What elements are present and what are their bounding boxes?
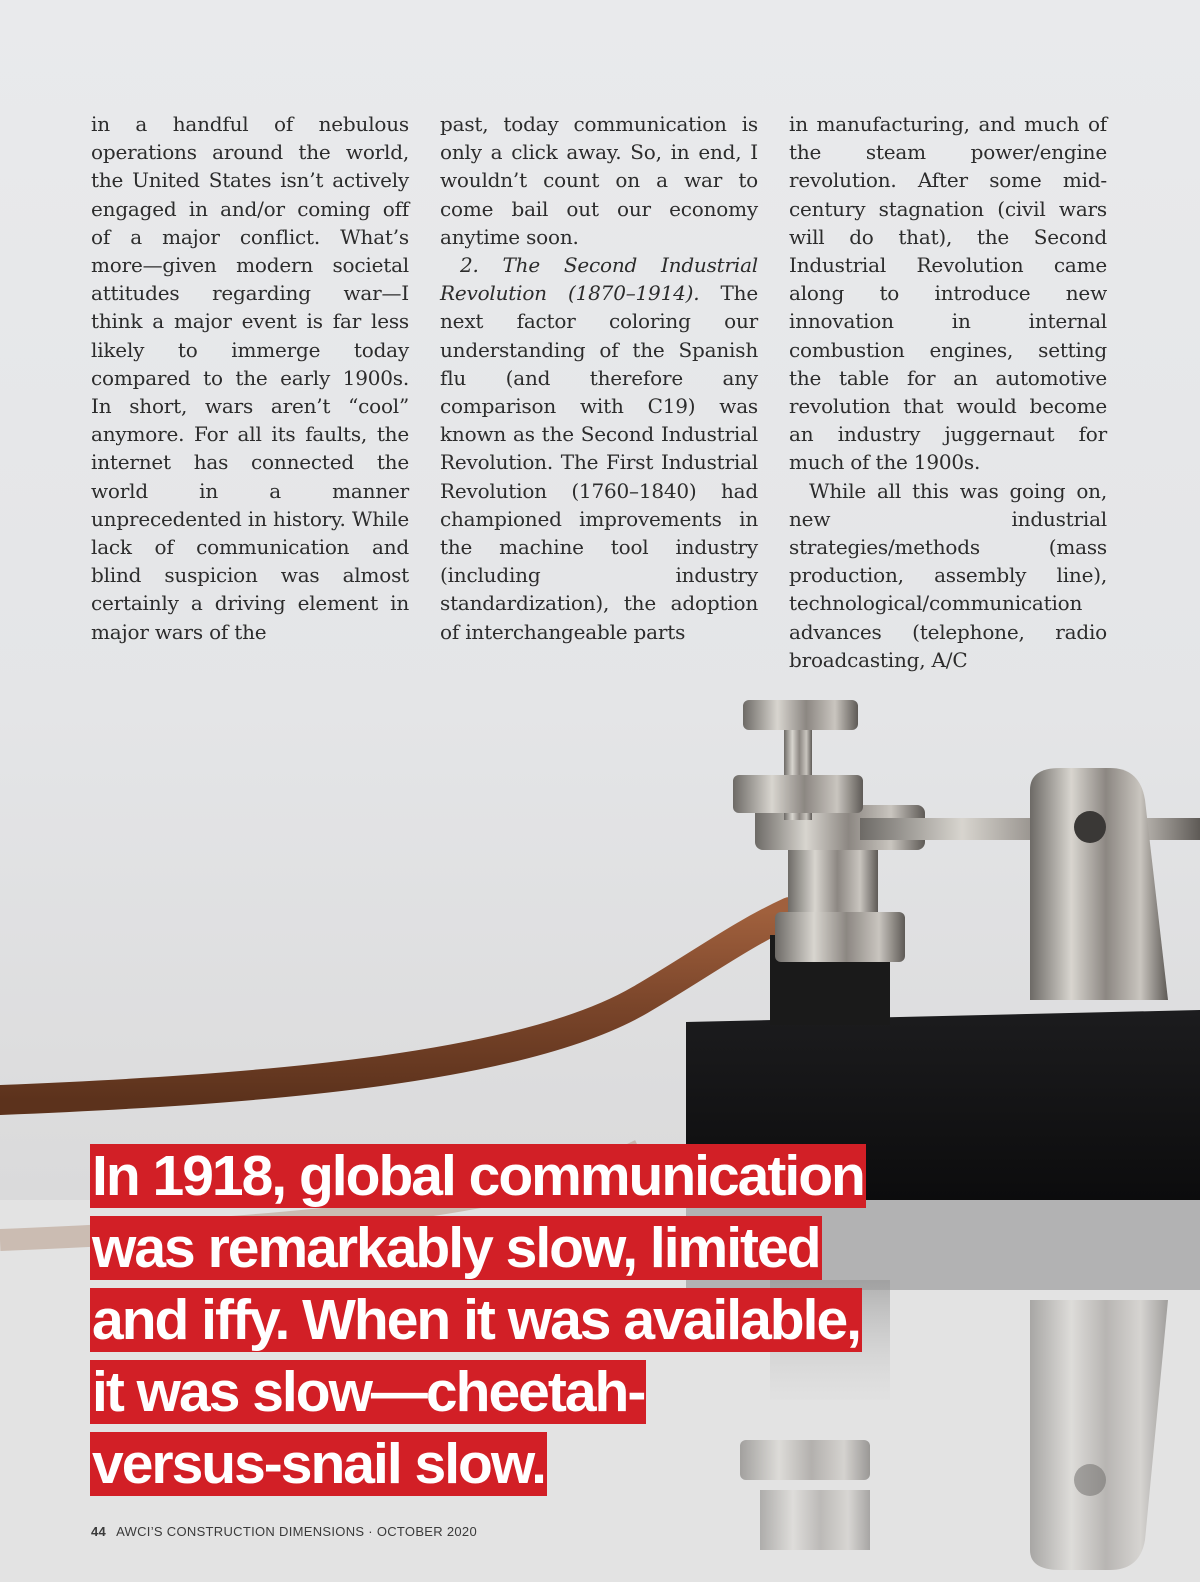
article-paragraph: in manufacturing, and much of the steam power/engine revolution. After some mid-century stagnation (civil wars will do that), the Second Industrial Revolution came along to introduce new innovation in internal combustion engines, setting the table for an automotive revolution that would become an industry juggernaut for much of the 1900s.: [789, 112, 1107, 475]
article-paragraph: past, today communication is only a click away. So, in end, I wouldn’t count on a war to come bail out our economy anytime soon.: [440, 112, 758, 249]
section-heading: 2. The Second Industrial Revolution (1870–1914).: [440, 253, 758, 306]
page-number: 44: [91, 1524, 107, 1539]
pull-quote-line: was remarkably slow, limited: [92, 1216, 820, 1280]
article-paragraph: [440, 251, 758, 646]
article-column-1: [91, 110, 409, 674]
pull-quote-line: and iffy. When it was available,: [92, 1288, 860, 1352]
article-column-2: [440, 110, 758, 674]
pull-quote-line: it was slow—cheetah-: [92, 1360, 645, 1424]
article-column-3: [789, 110, 1107, 674]
publication-name: AWCI’S CONSTRUCTION DIMENSIONS · OCTOBER 2020: [116, 1524, 477, 1539]
article-paragraph-text: The next factor coloring our understanding of the Spanish flu (and therefore any comparison with C19) was known as the Second Industrial Revolution. The First Industrial Revolution (1760–1840) had championed improvements in the machine tool industry (including industry standardization), the adoption of interchangeable parts: [440, 281, 758, 644]
pull-quote: [90, 1140, 910, 1500]
article-columns: [91, 110, 1109, 674]
pull-quote-line: In 1918, global communication: [92, 1144, 864, 1208]
page-footer: [91, 1524, 477, 1539]
pull-quote-line: versus-snail slow.: [92, 1432, 545, 1496]
article-paragraph: in a handful of nebulous operations around the world, the United States isn’t actively engaged in and/or coming off of a major conflict. What’s more—given modern societal attitudes regarding war—I think a major event is far less likely to immerge today compared to the early 1900s. In short, wars aren’t “cool” anymore. For all its faults, the internet has connected the world in a manner unprecedented in history. While lack of communication and blind suspicion was almost certainly a driving element in major wars of the: [91, 112, 409, 644]
article-paragraph: While all this was going on, new industrial strategies/methods (mass production, assembly line), technological/communication advances (telephone, radio broadcasting, A/C: [789, 478, 1107, 672]
